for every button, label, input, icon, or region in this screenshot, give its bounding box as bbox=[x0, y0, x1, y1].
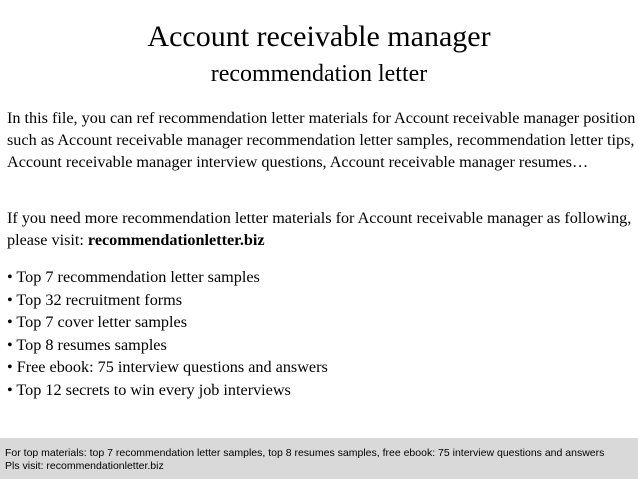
more-info-text: If you need more recommendation letter materials for Account receivable manager as following, please visit: bbox=[7, 209, 632, 249]
footer-line-materials: For top materials: top 7 recommendation letter samples, top 8 resumes samples, free ebook: 75 interview questions and answers bbox=[5, 447, 605, 459]
website-link[interactable]: recommendationletter.biz bbox=[87, 231, 265, 249]
page-subtitle: recommendation letter bbox=[210, 61, 428, 87]
list-item: • Top 8 resumes samples bbox=[7, 335, 167, 354]
list-item: • Top 12 secrets to win every job interviews bbox=[7, 380, 291, 399]
footer-banner bbox=[0, 438, 638, 479]
list-item: • Free ebook: 75 interview questions and answers bbox=[7, 358, 328, 376]
materials-list bbox=[7, 266, 328, 401]
list-item: • Top 7 cover letter samples bbox=[7, 313, 187, 331]
footer-line-visit: Pls visit: recommendationletter.biz bbox=[5, 460, 164, 472]
more-info-paragraph bbox=[7, 207, 637, 251]
page-title: Account receivable manager bbox=[147, 20, 491, 53]
list-item: • Top 32 recruitment forms bbox=[7, 290, 183, 309]
list-item: • Top 7 recommendation letter samples bbox=[7, 268, 260, 286]
intro-paragraph: In this file, you can ref recommendation letter materials for Account receivable manager position such as Account receivable manager recommendation letter samples, recommendation letter tips, Account receivable manager interview questions, Account receivable manager resumes… bbox=[7, 109, 636, 171]
